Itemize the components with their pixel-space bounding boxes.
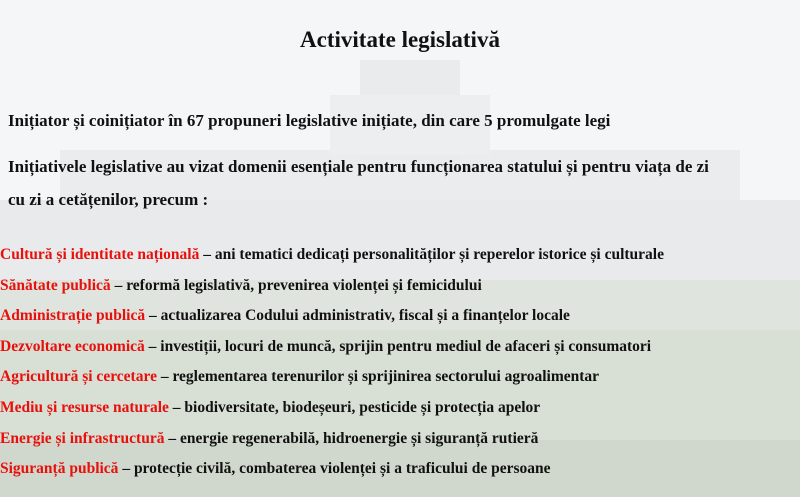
domain-separator: – xyxy=(203,246,211,263)
domain-description: investiții, locuri de muncă, sprijin pentru mediul de afaceri și consumatori xyxy=(160,337,652,355)
domain-description: actualizarea Codului administrativ, fiscal și a finanțelor locale xyxy=(160,307,570,325)
domain-name: Sănătate publică xyxy=(0,276,111,294)
domain-item xyxy=(0,397,664,428)
domain-item xyxy=(0,275,664,306)
domain-item xyxy=(0,305,664,336)
intro-domains-line-2: cu zi a cetățenilor, precum : xyxy=(8,190,209,209)
domain-name: Administrație publică xyxy=(0,307,146,325)
intro-domains-line-1: Inițiativele legislative au vizat domenii esențiale pentru funcționarea statului și pentru viața de zi xyxy=(8,157,709,176)
domain-separator: – xyxy=(148,337,157,355)
domain-description: energie regenerabilă, hidroenergie și siguranță rutieră xyxy=(179,429,539,447)
slide-title: Activitate legislativă xyxy=(300,27,500,52)
domain-separator: – xyxy=(148,307,157,325)
domain-name: Siguranță publică xyxy=(0,460,119,478)
domain-name: Energie și infrastructură xyxy=(0,429,165,447)
domain-description: reglementarea terenurilor și sprijinirea sectorului agroalimentar xyxy=(172,368,600,386)
domain-description: biodiversitate, biodeșeuri, pesticide și protecția apelor xyxy=(184,398,541,416)
domain-item xyxy=(0,336,664,367)
domain-item xyxy=(0,366,664,397)
domain-name: Dezvoltare economică xyxy=(0,337,145,355)
domain-name: Agricultură și cercetare xyxy=(0,368,157,386)
domain-name: Mediu și resurse naturale xyxy=(0,398,169,416)
domain-description: reformă legislativă, prevenirea violenței și femicidului xyxy=(126,276,482,294)
domain-description: protecție civilă, combaterea violenței și a traficului de persoane xyxy=(133,460,551,478)
domain-item xyxy=(0,458,664,489)
domain-separator: – xyxy=(122,460,131,478)
domain-name: Cultură și identitate națională xyxy=(0,246,200,263)
domain-description: ani tematici dedicați personalităților și reperelor istorice și culturale xyxy=(214,246,664,263)
domain-separator: – xyxy=(160,368,169,386)
domain-separator: – xyxy=(172,398,181,416)
domain-list xyxy=(0,244,664,489)
domain-item xyxy=(0,428,664,459)
domain-separator: – xyxy=(168,429,177,447)
domain-separator: – xyxy=(114,276,123,294)
intro-summary: Inițiator și coinițiator în 67 propuneri legislative inițiate, din care 5 promulgate legi xyxy=(8,111,611,130)
domain-item xyxy=(0,244,664,275)
